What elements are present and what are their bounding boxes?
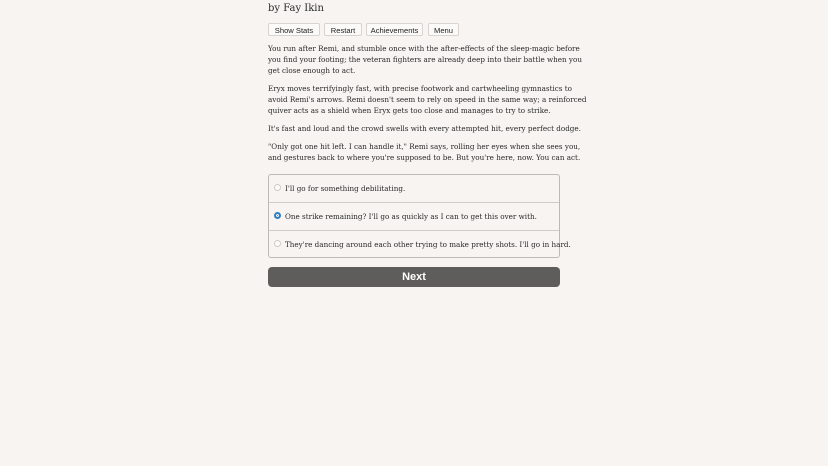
choice-option-quick-strike[interactable] bbox=[269, 202, 559, 229]
restart-button[interactable]: Restart bbox=[324, 23, 362, 36]
story-line: "Only got one hit left. I can handle it," Remi says, rolling her eyes when she sees you, bbox=[268, 142, 581, 151]
achievements-button[interactable]: Achievements bbox=[366, 23, 423, 36]
story-line: avoid Remi's arrows. Remi doesn't seem to rely on speed in the same way; a reinforced bbox=[268, 95, 587, 104]
story-line: and gestures back to where you're supposed to be. But you're here, now. You can act. bbox=[268, 153, 581, 162]
story-paragraph bbox=[268, 123, 581, 134]
radio-checked-icon[interactable] bbox=[274, 212, 281, 219]
choice-option-go-hard[interactable] bbox=[269, 230, 571, 257]
story-text bbox=[268, 43, 587, 170]
menu-button[interactable]: Menu bbox=[428, 23, 459, 36]
choice-list bbox=[268, 174, 571, 258]
radio-unchecked-icon[interactable] bbox=[274, 240, 281, 247]
story-line: You run after Remi, and stumble once with the after-effects of the sleep-magic before bbox=[268, 44, 580, 53]
story-paragraph bbox=[268, 83, 587, 116]
choice-label: One strike remaining? I'll go as quickly as I can to get this over with. bbox=[285, 212, 537, 221]
choice-option-debilitating[interactable] bbox=[269, 175, 559, 202]
next-button[interactable]: Next bbox=[268, 267, 560, 287]
story-line: you find your footing; the veteran fighters are already deep into their battle when you bbox=[268, 55, 582, 64]
show-stats-button[interactable]: Show Stats bbox=[268, 23, 320, 36]
choice-label: They're dancing around each other trying to make pretty shots. I'll go in hard. bbox=[285, 240, 571, 249]
story-line: It's fast and loud and the crowd swells with every attempted hit, every perfect dodge. bbox=[268, 124, 581, 133]
author-byline: by Fay Ikin bbox=[268, 3, 324, 14]
story-paragraph bbox=[268, 43, 582, 76]
radio-unchecked-icon[interactable] bbox=[274, 184, 281, 191]
story-line: get close enough to act. bbox=[268, 66, 356, 75]
choice-label: I'll go for something debilitating. bbox=[285, 184, 406, 193]
story-line: quiver acts as a shield when Eryx gets too close and manages to try to strike. bbox=[268, 106, 551, 115]
story-line: Eryx moves terrifyingly fast, with precise footwork and cartwheeling gymnastics to bbox=[268, 84, 572, 93]
story-paragraph bbox=[268, 141, 581, 163]
